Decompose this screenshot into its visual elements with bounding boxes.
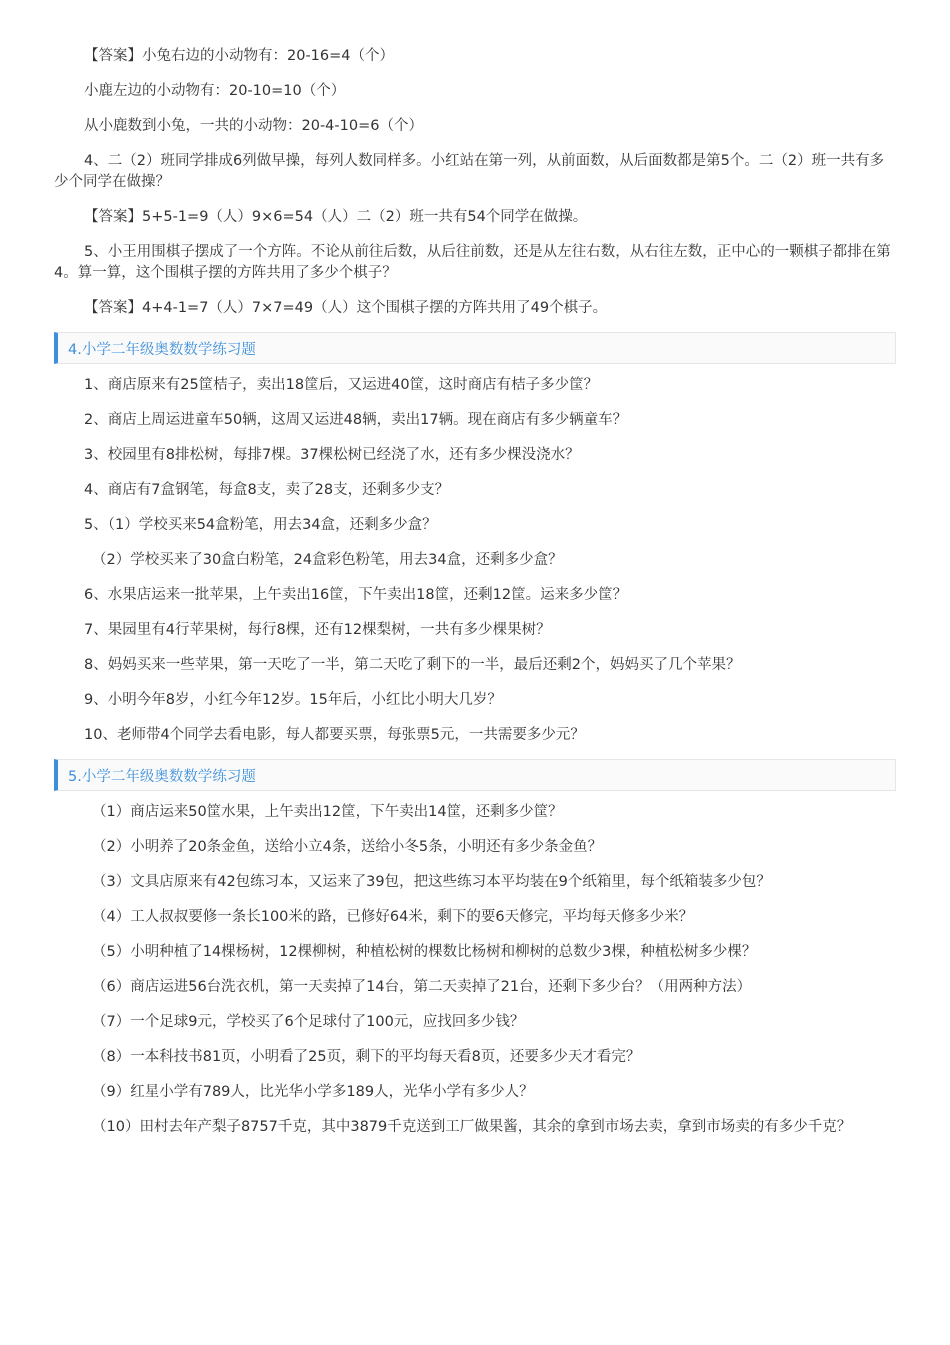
list-item: （2）小明养了20条金鱼，送给小立4条，送给小冬5条，小明还有多少条金鱼？ — [92, 839, 603, 855]
list-item: 10、老师带4个同学去看电影，每人都要买票，每张票5元，一共需要多少元？ — [84, 727, 585, 743]
list-item: （7）一个足球9元，学校买了6个足球付了100元，应找回多少钱？ — [92, 1014, 525, 1030]
list-item: （2）学校买来了30盒白粉笔，24盒彩色粉笔，用去34盒，还剩多少盒？ — [92, 552, 563, 568]
section-4-title: 4.小学二年级奥数数学练习题 — [68, 341, 256, 358]
list-item: 5、（1）学校买来54盒粉笔，用去34盒，还剩多少盒？ — [84, 517, 437, 533]
list-item: 6、水果店运来一批苹果，上午卖出16筐，下午卖出18筐，还剩12筐。运来多少筐？ — [84, 587, 628, 603]
list-item: 3、校园里有8排松树，每排7棵。37棵松树已经浇了水，还有多少棵没浇水？ — [84, 447, 580, 463]
list-item: （9）红星小学有789人，比光华小学多189人，光华小学有多少人？ — [92, 1084, 534, 1100]
section-5-header — [54, 759, 896, 791]
list-item: （6）商店运进56台洗衣机，第一天卖掉了14台，第二天卖掉了21台，还剩下多少台？（用两种方法） — [92, 979, 752, 995]
list-item: 9、小明今年8岁，小红今年12岁。15年后，小红比小明大几岁？ — [84, 692, 502, 708]
answer-3-line-1: 【答案】小兔右边的小动物有：20-16=4（个） — [84, 48, 395, 64]
question-4: 4、二（2）班同学排成6列做早操，每列人数同样多。小红站在第一列，从前面数，从后面数都是第5个。二（2）班一共有多少个同学在做操？ — [54, 153, 885, 190]
answer-4: 【答案】5+5-1=9（人）9×6=54（人）二（2）班一共有54个同学在做操。 — [84, 209, 588, 225]
list-item: （4）工人叔叔要修一条长100米的路，已修好64米，剩下的要6天修完，平均每天修多少米？ — [92, 909, 694, 925]
list-item: （1）商店运来50筐水果，上午卖出12筐，下午卖出14筐，还剩多少筐？ — [92, 804, 563, 820]
list-item: 8、妈妈买来一些苹果，第一天吃了一半，第二天吃了剩下的一半，最后还剩2个，妈妈买了几个苹果？ — [84, 657, 741, 673]
list-item: 7、果园里有4行苹果树，每行8棵，还有12棵梨树，一共有多少棵果树？ — [84, 622, 551, 638]
list-item: （10）田村去年产梨子8757千克，其中3879千克送到工厂做果酱，其余的拿到市场去卖，拿到市场卖的有多少千克？ — [92, 1119, 852, 1135]
list-item: （3）文具店原来有42包练习本，又运来了39包，把这些练习本平均装在9个纸箱里，每个纸箱装多少包？ — [92, 874, 771, 890]
list-item: 4、商店有7盒钢笔，每盒8支，卖了28支，还剩多少支？ — [84, 482, 450, 498]
list-item: （5）小明种植了14棵杨树，12棵柳树，种植松树的棵数比杨树和柳树的总数少3棵，种植松树多少棵？ — [92, 944, 757, 960]
list-item: 1、商店原来有25筐桔子，卖出18筐后，又运进40筐，这时商店有桔子多少筐？ — [84, 377, 599, 393]
section-4-header — [54, 332, 896, 364]
list-item: （8）一本科技书81页，小明看了25页，剩下的平均每天看8页，还要多少天才看完？ — [92, 1049, 641, 1065]
answer-3-line-3: 从小鹿数到小兔，一共的小动物：20-4-10=6（个） — [84, 118, 423, 134]
answer-5: 【答案】4+4-1=7（人）7×7=49（人）这个围棋子摆的方阵共用了49个棋子。 — [84, 300, 608, 316]
section-4-list — [0, 375, 950, 746]
section-5-title: 5.小学二年级奥数数学练习题 — [68, 768, 256, 785]
section-5-list — [0, 802, 950, 1138]
question-5: 5、小王用围棋子摆成了一个方阵。不论从前往后数，从后往前数，还是从左往右数，从右往左数，正中心的一颗棋子都排在第4。算一算，这个围棋子摆的方阵共用了多少个棋子？ — [54, 244, 891, 281]
answer-3-line-2: 小鹿左边的小动物有：20-10=10（个） — [84, 83, 346, 99]
list-item: 2、商店上周运进童车50辆，这周又运进48辆，卖出17辆。现在商店有多少辆童车？ — [84, 412, 628, 428]
